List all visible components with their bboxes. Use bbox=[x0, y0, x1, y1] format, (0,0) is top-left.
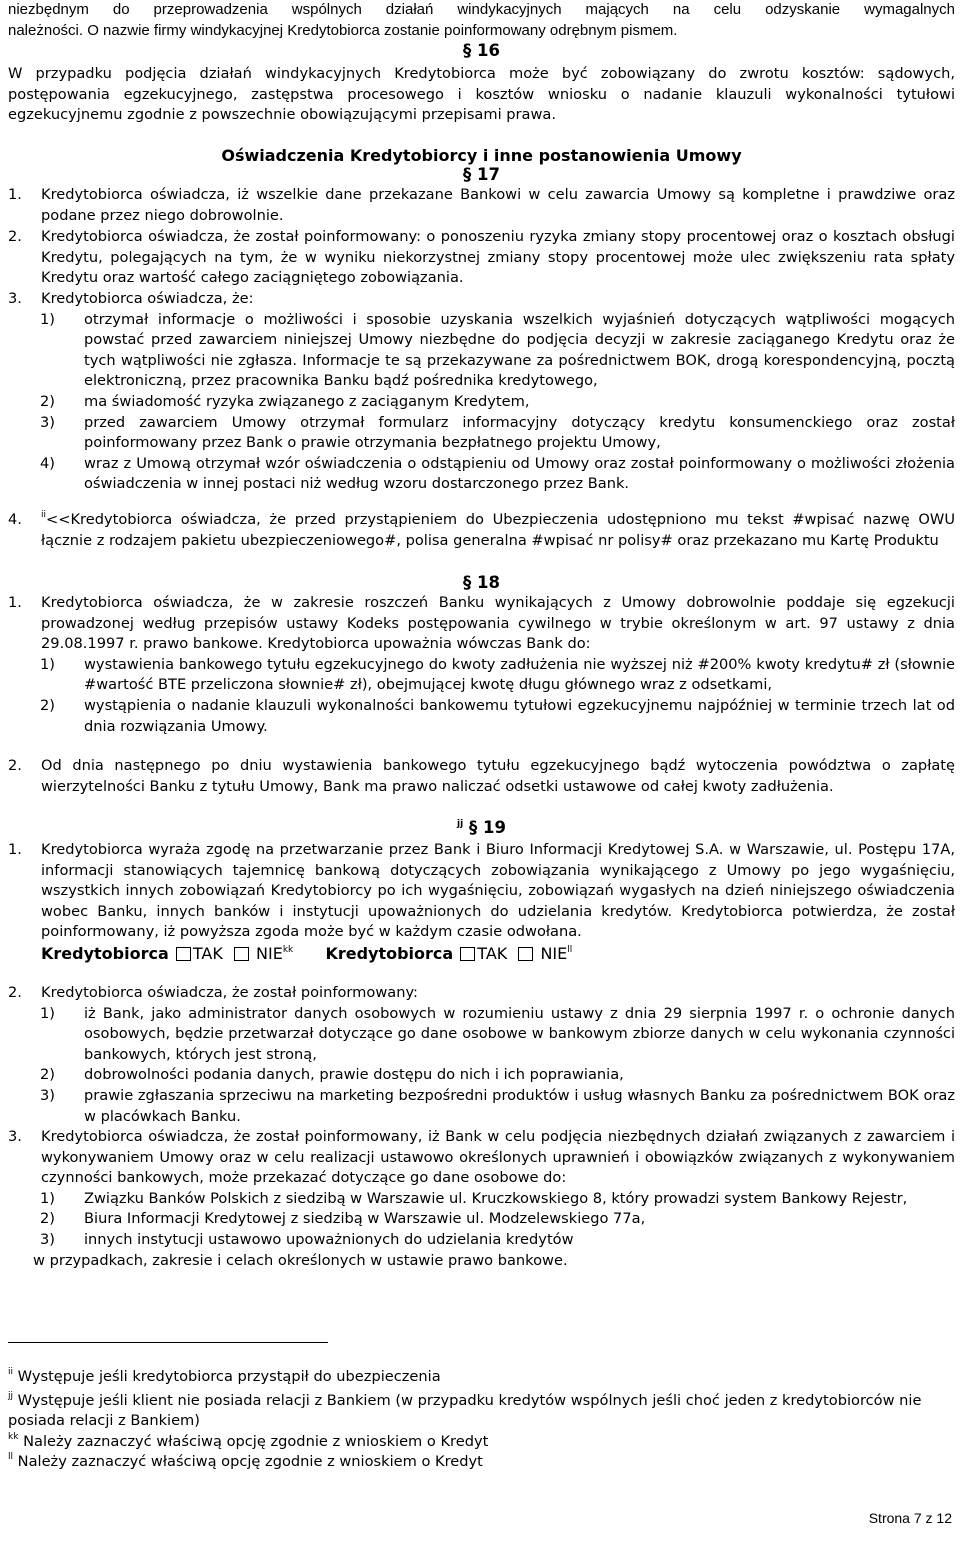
section-19-heading-row bbox=[8, 818, 955, 839]
s19-p3-item-1 bbox=[41, 1189, 955, 1210]
section-16-heading: § 16 bbox=[463, 41, 500, 60]
footnote-text: Występuje jeśli klient nie posiada relacji z Bankiem (w przypadku kredytów wspólnych jeśli choć jeden z kredytobiorców nie posiada relacji z Bankiem) bbox=[8, 1392, 922, 1429]
consent-nie-checkbox-2[interactable] bbox=[518, 947, 533, 961]
point-number: 1. bbox=[8, 186, 22, 203]
item-text: wraz z Umową otrzymał wzór oświadczenia o odstąpieniu od Umowy oraz został poinformowany o możliwości złożenia oświadczenia w innej postaci niż według wzoru dostarczonego przez Bank. bbox=[84, 454, 955, 493]
footnote-ref-ii: ii bbox=[41, 510, 47, 520]
s17-point-1 bbox=[8, 185, 955, 226]
item-text: ma świadomość ryzyka związanego z zaciąganym Kredytem, bbox=[84, 392, 530, 410]
s17-p3-item-3 bbox=[41, 413, 955, 454]
item-number: 2) bbox=[40, 1066, 55, 1084]
point-text: Kredytobiorca oświadcza, że został poinformowany, iż Bank w celu podjęcia niezbędnych działań związanych z zawarciem i wykonywaniem Umowy oraz w celu realizacji ustawowo określonych uprawnień i obowiązków związanych z wykonywaniem czynności bankowych, może przekazać dotyczące go dane osobowe do: bbox=[41, 1128, 955, 1187]
s18-point-1 bbox=[8, 593, 955, 737]
s18-point-2 bbox=[8, 756, 955, 797]
section-16-text: W przypadku podjęcia działań windykacyjnych Kredytobiorca może być zobowiązany do zwrotu kosztów: sądowych, postępowania egzekucyjnego, zastępstwa procesowego i kosztów wniosku o nadanie klauzuli wykonalności tytułowi egzekucyjnemu zgodnie z powszechnie obowiązującymi przepisami prawa. bbox=[8, 65, 955, 124]
point-text: Kredytobiorca wyraża zgodę na przetwarzanie przez Bank i Biuro Informacji Kredytowej S.A. w Warszawie, ul. Postępu 17A, informacji stanowiących tajemnicę bankową dotyczących zobowiązania wynikającego z Umowy po jego wygaśnięciu, wszystkich innych zobowiązań Kredytobiorcy po ich wygaśnięciu, zobowiązań wygasłych na dzień niniejszego oświadczenia wobec Banku, innych banków i instytucji upoważnionych do udzielania kredytów. Kredytobiorca potwierdza, że został poinformowany, iż powyższa zgoda może być w każdym czasie odwołana. bbox=[41, 841, 955, 941]
intro-paragraph bbox=[8, 0, 955, 41]
s18-p1-item-1 bbox=[41, 655, 955, 696]
footnote-ref-kk: kk bbox=[282, 944, 294, 955]
s19-p3-tail: w przypadkach, zakresie i celach określonych w ustawie prawo bankowe. bbox=[33, 1251, 568, 1269]
point-number: 1. bbox=[8, 594, 22, 611]
consent-nie-checkbox-1[interactable] bbox=[234, 947, 249, 961]
item-text: Biura Informacji Kredytowej z siedzibą w Warszawie ul. Modzelewskiego 77a, bbox=[84, 1210, 646, 1228]
item-number: 2) bbox=[40, 1210, 55, 1228]
page-number: Strona 7 z 12 bbox=[868, 1510, 952, 1526]
s17-p3-item-1 bbox=[41, 310, 955, 392]
s17-p3-item-4 bbox=[41, 454, 955, 495]
section-19-heading: § 19 bbox=[468, 818, 506, 837]
consent-nie-label-2: NIE bbox=[540, 943, 568, 963]
footnote-ref-jj: jj bbox=[457, 819, 464, 829]
item-number: 1) bbox=[40, 655, 55, 673]
item-text: Związku Banków Polskich z siedzibą w Warszawie ul. Kruczkowskiego 8, który prowadzi system Bankowy Rejestr, bbox=[84, 1189, 908, 1207]
item-text: innych instytucji ustawowo upoważnionych do udzielania kredytów bbox=[84, 1230, 574, 1248]
s19-p3-item-3 bbox=[41, 1230, 955, 1251]
point-text: Od dnia następnego po dniu wystawienia bankowego tytułu egzekucyjnego bądź wytoczenia powództwa o zapłatę wierzytelności Banku z tytułu Umowy, Bank ma prawo naliczać odsetki ustawowe od całej kwoty zadłużenia. bbox=[41, 757, 955, 795]
point-number: 4. bbox=[8, 511, 22, 528]
item-text: otrzymał informacje o możliwości i sposobie uzyskania wszelkich wyjaśnień dotyczących wątpliwości mogących powstać przed zawarciem niniejszej Umowy niezbędne do podjęcia decyzji w zakresie zaciąganego Kredytu oraz że tych wątpliwości nie zgłasza. Informacje te są przekazywane za pośrednictwem BOK, drogą korespondencyjną, pocztą elektroniczną, przez pracownika Banku bądź pośrednika kredytowego, bbox=[84, 310, 955, 390]
item-number: 4) bbox=[40, 454, 55, 472]
footnote-text: Występuje jeśli kredytobiorca przystąpił do ubezpieczenia bbox=[17, 1368, 441, 1385]
footnote-mark: ii bbox=[8, 1367, 14, 1377]
point-number: 2. bbox=[8, 984, 22, 1001]
item-number: 2) bbox=[40, 696, 55, 714]
s19-p3-item-2 bbox=[41, 1209, 955, 1230]
consent-tak-label-2: TAK bbox=[477, 943, 508, 963]
consent-tak-checkbox-2[interactable] bbox=[460, 947, 475, 961]
item-text: iż Bank, jako administrator danych osobowych w rozumieniu ustawy z dnia 29 sierpnia 1997 r. o ochronie danych osobowych, będzie przetwarzał dotyczące go dane osobowe w bankowym zbiorze danych w celu wykonania czynności bankowych, których jest stroną, bbox=[84, 1004, 955, 1063]
point-number: 3. bbox=[8, 1128, 22, 1145]
item-number: 3) bbox=[40, 413, 55, 431]
section-title: Oświadczenia Kredytobiorcy i inne postanowienia Umowy bbox=[221, 146, 742, 165]
item-number: 1) bbox=[40, 1004, 55, 1022]
section-18-heading: § 18 bbox=[463, 573, 500, 592]
s17-point-2 bbox=[8, 227, 955, 289]
s17-p3-item-2 bbox=[41, 392, 955, 413]
point-text: Kredytobiorca oświadcza, iż wszelkie dane przekazane Bankowi w celu zawarcia Umowy są kompletne i prawdziwe oraz podane przez niego dobrowolnie. bbox=[41, 186, 955, 224]
point-number: 1. bbox=[8, 841, 22, 858]
item-number: 1) bbox=[40, 1189, 55, 1207]
point-text: Kredytobiorca oświadcza, że został poinformowany: o ponoszeniu ryzyka zmiany stopy procentowej oraz o kosztach obsługi Kredytu, polegających na tym, że w wyniku niekorzystnej zmiany stopy procentowej może ulec zwiększeniu rata spłaty Kredytu oraz wartość całego zaciągniętego zobowiązania. bbox=[41, 228, 955, 287]
point-text: Kredytobiorca oświadcza, że został poinformowany: bbox=[41, 984, 418, 1001]
item-text: dobrowolności podania danych, prawie dostępu do nich i ich poprawiania, bbox=[84, 1066, 624, 1084]
footnote-mark: jj bbox=[8, 1391, 14, 1401]
point-number: 2. bbox=[8, 228, 22, 245]
item-number: 2) bbox=[40, 392, 55, 410]
section-17-heading: § 17 bbox=[463, 165, 500, 184]
item-text: przed zawarciem Umowy otrzymał formularz informacyjny dotyczący kredytu konsumenckiego oraz został poinformowany przez Bank o prawie otrzymania bezpłatnego projektu Umowy, bbox=[84, 413, 955, 452]
point-text: Kredytobiorca oświadcza, że w zakresie roszczeń Banku wynikających z Umowy dobrowolnie poddaje się egzekucji prowadzonej według przepisów ustawy Kodeks postępowania cywilnego w trybie określonym w art. 97 ustawy z dnia 29.08.1997 r. prawo bankowe. Kredytobiorca upoważnia wówczas Bank do: bbox=[41, 594, 955, 653]
footnote-jj bbox=[8, 1391, 955, 1431]
consent-nie-label-1: NIE bbox=[256, 943, 283, 963]
item-number: 3) bbox=[40, 1086, 55, 1104]
consent-label-1: Kredytobiorca bbox=[41, 943, 169, 963]
s19-p2-item-3 bbox=[41, 1086, 955, 1127]
footnote-separator bbox=[8, 1342, 328, 1343]
consent-tak-label-1: TAK bbox=[192, 943, 223, 963]
point-text: <<Kredytobiorca oświadcza, że przed przystąpieniem do Ubezpieczenia udostępniono mu tekst #wpisać nazwę OWU łącznie z rodzajem pakietu ubezpieczeniowego#, polisa generalna #wpisać nr polisy# oraz przekazano mu Kartę Produktu bbox=[41, 511, 955, 549]
item-text: wystąpienia o nadanie klauzuli wykonalności bankowemu tytułowi egzekucyjnemu najpóźniej w terminie trzech lat od dnia rozwiązania Umowy. bbox=[84, 696, 955, 735]
footnote-kk bbox=[8, 1432, 955, 1452]
intro-line-2: należności. O nazwie firmy windykacyjnej Kredytobiorca zostanie poinformowany odrębnym pismem. bbox=[8, 21, 678, 39]
s19-p2-item-2 bbox=[41, 1065, 955, 1086]
point-text: Kredytobiorca oświadcza, że: bbox=[41, 290, 254, 307]
point-number: 2. bbox=[8, 757, 22, 774]
consent-label-2: Kredytobiorca bbox=[325, 943, 454, 963]
point-number: 3. bbox=[8, 290, 22, 307]
item-text: wystawienia bankowego tytułu egzekucyjnego do kwoty zadłużenia nie wyższej niż #200% kwoty kredytu# zł (słownie #wartość BTE przeliczona słownie# zł), obejmującej kwotę długu głównego wraz z odsetkami, bbox=[84, 655, 955, 694]
s19-point-1 bbox=[8, 840, 955, 965]
footnote-mark: kk bbox=[8, 1432, 19, 1442]
intro-line-1: niezbędnym do przeprowadzenia wspólnych działań windykacyjnych mających na celu odzyskanie wymagalnych bbox=[8, 1, 955, 18]
footnote-ref-ll: ll bbox=[567, 944, 573, 955]
s17-point-4 bbox=[8, 510, 955, 551]
footnote-mark: ll bbox=[8, 1452, 14, 1462]
consent-tak-checkbox-1[interactable] bbox=[176, 947, 191, 961]
footnote-text: Należy zaznaczyć właściwą opcję zgodnie z wnioskiem o Kredyt bbox=[23, 1433, 489, 1450]
item-number: 3) bbox=[40, 1230, 55, 1248]
footnote-ii bbox=[8, 1367, 955, 1387]
s19-p2-item-1 bbox=[41, 1004, 955, 1066]
s17-point-3 bbox=[8, 289, 955, 495]
s19-point-3 bbox=[8, 1127, 955, 1271]
consent-row bbox=[41, 944, 955, 965]
item-number: 1) bbox=[40, 310, 55, 328]
footnote-text: Należy zaznaczyć właściwą opcję zgodnie z wnioskiem o Kredyt bbox=[17, 1453, 483, 1470]
s19-point-2 bbox=[8, 983, 955, 1127]
s18-p1-item-2 bbox=[41, 696, 955, 737]
footnote-ll bbox=[8, 1452, 955, 1472]
item-text: prawie zgłaszania sprzeciwu na marketing bezpośredni produktów i usług własnych Banku za pośrednictwem BOK oraz w placówkach Banku. bbox=[84, 1086, 955, 1125]
